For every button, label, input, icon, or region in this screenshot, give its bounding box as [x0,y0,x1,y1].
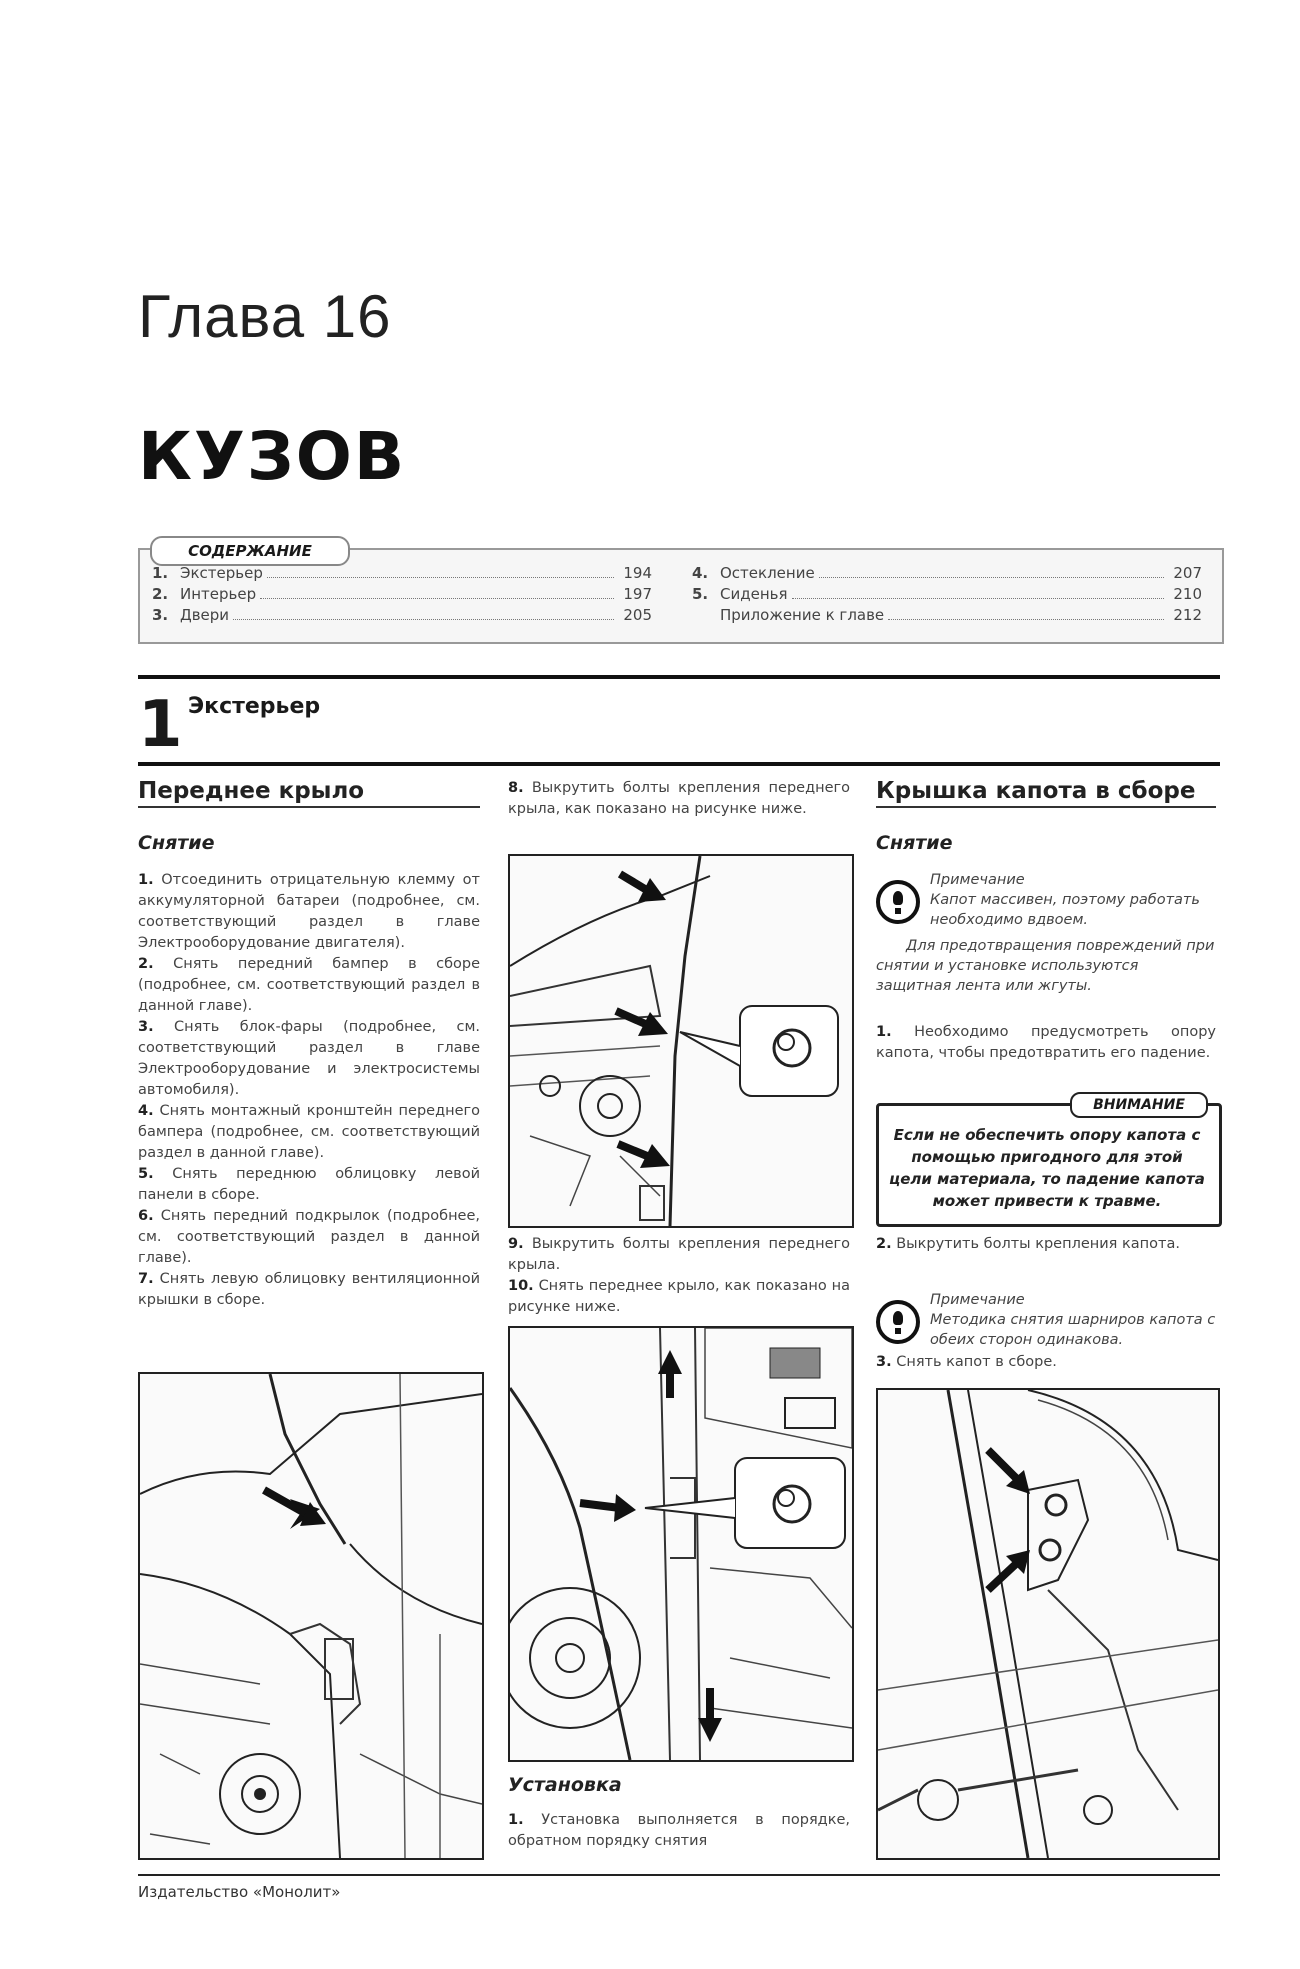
hood-hinge-drawing [878,1390,1218,1858]
toc-item-page: 205 [623,606,652,624]
figure-fender-removal [508,1326,854,1762]
section-rule-top [138,675,1220,679]
note-title: Примечание [930,1292,1025,1308]
chapter-label: Глава 16 [138,283,392,350]
col1-steps [138,870,480,1311]
toc-item-page: 197 [623,585,652,603]
chapter-title: КУЗОВ [138,418,407,495]
section-rule-bottom [138,762,1220,766]
toc-item[interactable]: 3. Двери 205 [152,606,652,624]
toc-item[interactable]: 1. Экстерьер 194 [152,564,652,582]
step: 5. Снять переднюю облицовку левой панели в сборе. [138,1166,480,1203]
toc-item-title: Остекление [720,564,815,582]
step: 2. Снять передний бампер в сборе (подробнее, см. соответствующий раздел в данной главе). [138,956,481,1014]
step: 4. Снять монтажный кронштейн переднего бампера (подробнее, см. соответствующий раздел в данной главе). [138,1103,480,1161]
toc-item-page: 207 [1173,564,1202,582]
step: 9. Выкрутить болты крепления переднего крыла. [508,1236,850,1273]
toc-item[interactable]: 2. Интерьер 197 [152,585,652,603]
toc-item[interactable]: 4. Остекление 207 [692,564,1202,582]
note-text: Методика снятия шарниров капота с обеих сторон одинакова. [930,1312,1216,1348]
warning-label: ВНИМАНИЕ [1070,1092,1208,1118]
warning-text: Если не обеспечить опору капота с помощью пригодного для этой цели материала, то падение капота может привести к травме. [889,1126,1205,1210]
heading-hood-removal: Снятие [876,832,953,854]
col3-step-1: 1. Необходимо предусмотреть опору капота, чтобы предотвратить его падение. [876,1024,1217,1061]
toc-item-title: Приложение к главе [720,606,885,624]
note-2 [930,1290,1216,1350]
toc-item-page: 212 [1173,606,1202,624]
toc-item[interactable]: 5. Сиденья 210 [692,585,1202,603]
fender-bolts-drawing [510,856,852,1226]
heading-removal: Снятие [138,832,215,854]
toc-item[interactable] [692,606,1202,624]
col3-step-2: 2. Выкрутить болты крепления капота. [876,1236,1180,1252]
footer-publisher: Издательство «Монолит» [138,1883,341,1901]
col2-steps-mid [508,1234,850,1318]
note-icon [876,880,920,924]
col2-steps-top [508,778,850,820]
note-1-continued: Для предотвращения повреждений при снятии и установке используются защитная лента или жгуты. [876,938,1215,994]
toc-item-title: Двери [180,606,230,624]
col3-step-3: 3. Снять капот в сборе. [876,1354,1057,1370]
toc-item-title: Интерьер [180,585,257,603]
section-number: 1 [138,688,183,762]
step: 1. Установка выполняется в порядке, обратном порядку снятия [508,1812,850,1849]
figure-fender-bolts-top [508,854,854,1228]
note-1 [930,870,1216,930]
step: 1. Отсоединить отрицательную клемму от аккумуляторной батареи (подробнее, см. соответствующий раздел в главе Электрооборудование двигателя). [138,872,481,951]
heading-installation: Установка [508,1774,622,1796]
toc-item-title: Экстерьер [180,564,263,582]
toc-item-page: 210 [1173,585,1202,603]
fender-line-drawing [140,1374,482,1858]
heading-hood-assembly: Крышка капота в сборе [876,778,1216,808]
toc-heading: СОДЕРЖАНИЕ [150,536,350,566]
note-text: Капот массивен, поэтому работать необходимо вдвоем. [930,892,1200,928]
toc-item-title: Сиденья [720,585,788,603]
col2-install-steps [508,1810,850,1852]
fender-removal-drawing [510,1328,852,1760]
figure-hood-hinge [876,1388,1220,1860]
step: 8. Выкрутить болты крепления переднего крыла, как показано на рисунке ниже. [508,780,850,817]
heading-front-fender: Переднее крыло [138,778,480,808]
toc-item-page: 194 [623,564,652,582]
note-title: Примечание [930,872,1025,888]
step: 6. Снять передний подкрылок (подробнее, см. соответствующий раздел в данной главе). [138,1208,481,1266]
footer-rule [138,1874,1220,1876]
figure-fender-bolt [138,1372,484,1860]
step: 7. Снять левую облицовку вентиляционной крышки в сборе. [138,1271,480,1308]
note-icon [876,1300,920,1344]
step: 10. Снять переднее крыло, как показано на рисунке ниже. [508,1278,850,1315]
step: 3. Снять блок-фары (подробнее, см. соответствующий раздел в главе Электрооборудование и электросистемы автомобиля). [138,1019,480,1098]
section-title: Экстерьер [188,694,321,719]
